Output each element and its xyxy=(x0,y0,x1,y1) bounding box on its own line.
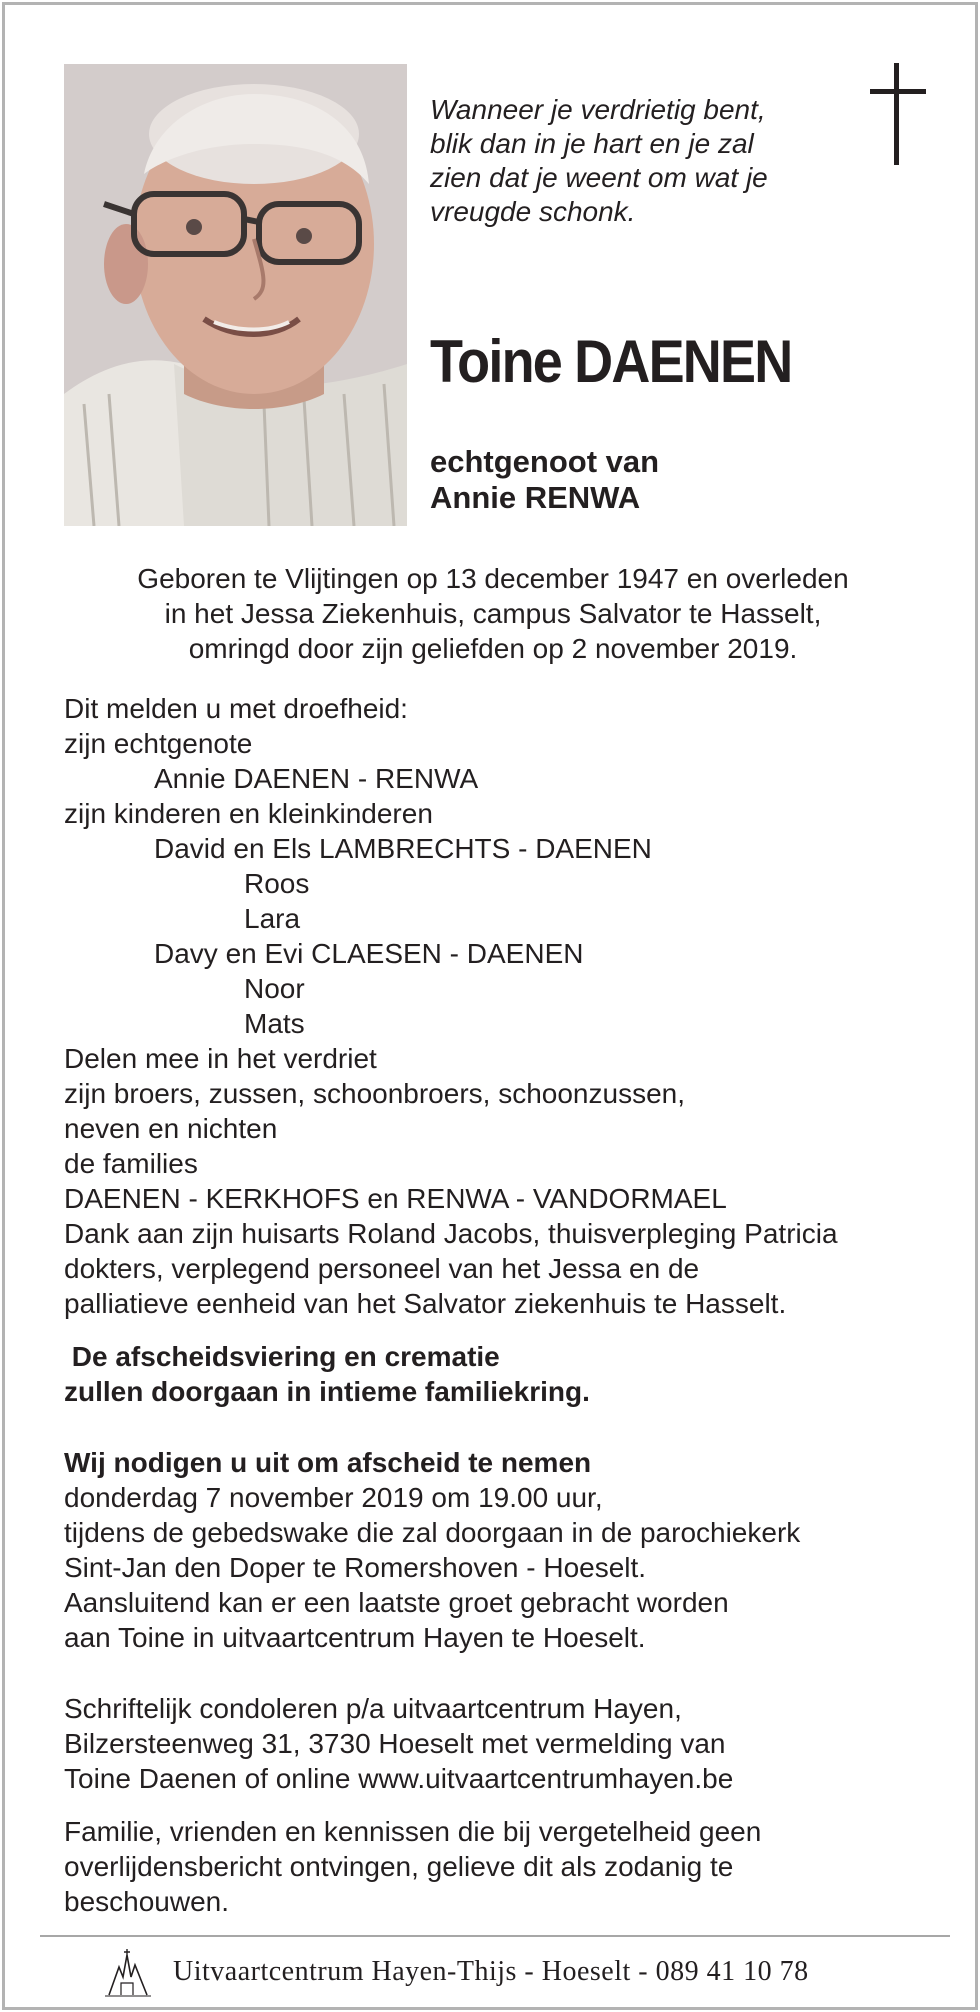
grandchild-name: Lara xyxy=(244,903,301,934)
funeral-home-contact: Uitvaartcentrum Hayen-Thijs - Hoeselt - 089 41 10 78 xyxy=(173,1956,809,1987)
announcement-body xyxy=(64,691,964,1919)
cross-icon xyxy=(870,63,926,165)
invitation-heading: Wij nodigen u uit om afscheid te nemen xyxy=(64,1447,592,1478)
birth-death-text: Geboren te Vlijtingen op 13 december 1947 en overleden in het Jessa Ziekenhuis, campus Salvator te Hasselt, omringd door zijn geliefden op 2 november 2019. xyxy=(137,563,849,664)
memorial-quote: Wanneer je verdrietig bent, blik dan in je hart en je zal zien dat je weent om wat je vreugde schonk. xyxy=(430,94,768,227)
obituary-card xyxy=(2,2,978,2010)
notice-line: overlijdensbericht ontvingen, gelieve dit als zodanig te xyxy=(64,1851,734,1882)
spacer xyxy=(64,1655,964,1691)
ceremony-line: zullen doorgaan in intieme familiekring. xyxy=(64,1376,590,1407)
child-name: David en Els LAMBRECHTS - DAENEN xyxy=(154,833,652,864)
families-label: de families xyxy=(64,1148,198,1179)
invitation-line: Aansluitend kan er een laatste groet gebracht worden xyxy=(64,1587,729,1618)
grandchild-name: Roos xyxy=(244,868,310,899)
deceased-name: Toine DAENEN xyxy=(430,328,792,395)
grandchild-name: Noor xyxy=(244,973,305,1004)
thanks-line: Dank aan zijn huisarts Roland Jacobs, thuisverpleging Patricia xyxy=(64,1218,838,1249)
spouse-line: echtgenoot van Annie RENWA xyxy=(430,444,660,515)
invitation-line: Sint-Jan den Doper te Romershoven - Hoeselt. xyxy=(64,1552,647,1583)
child-name: Davy en Evi CLAESEN - DAENEN xyxy=(154,938,584,969)
thanks-line: dokters, verplegend personeel van het Jessa en de xyxy=(64,1253,700,1284)
thanks-line: palliatieve eenheid van het Salvator ziekenhuis te Hasselt. xyxy=(64,1288,787,1319)
portrait-image xyxy=(64,64,407,526)
families-names: DAENEN - KERKHOFS en RENWA - VANDORMAEL xyxy=(64,1183,727,1214)
church-sketch-icon xyxy=(105,1947,151,1997)
footer-divider xyxy=(40,1935,950,1937)
condolence-line: Toine Daenen of online www.uitvaartcentrumhayen.be xyxy=(64,1763,734,1794)
spacer xyxy=(64,1409,964,1445)
invitation-line: tijdens de gebedswake die zal doorgaan in de parochiekerk xyxy=(64,1517,801,1548)
family-intro: Dit melden u met droefheid: xyxy=(64,693,408,724)
share-label: Delen mee in het verdriet xyxy=(64,1043,377,1074)
spouse-name: Annie DAENEN - RENWA xyxy=(154,763,479,794)
spacer xyxy=(64,1321,964,1339)
notice-line: Familie, vrienden en kennissen die bij vergetelheid geen xyxy=(64,1816,762,1847)
siblings-line: zijn broers, zussen, schoonbroers, schoonzussen, xyxy=(64,1078,685,1109)
invitation-line: aan Toine in uitvaartcentrum Hayen te Hoeselt. xyxy=(64,1622,646,1653)
grandchild-name: Mats xyxy=(244,1008,305,1039)
ceremony-line: De afscheidsviering en crematie xyxy=(64,1341,500,1372)
cousins-line: neven en nichten xyxy=(64,1113,278,1144)
condolence-line: Schriftelijk condoleren p/a uitvaartcentrum Hayen, xyxy=(64,1693,682,1724)
condolence-line: Bilzersteenweg 31, 3730 Hoeselt met vermelding van xyxy=(64,1728,726,1759)
notice-line: beschouwen. xyxy=(64,1886,230,1917)
children-label: zijn kinderen en kleinkinderen xyxy=(64,798,433,829)
portrait-photo xyxy=(64,64,407,526)
footer xyxy=(105,1947,905,1997)
invitation-line: donderdag 7 november 2019 om 19.00 uur, xyxy=(64,1482,603,1513)
spacer xyxy=(64,1796,964,1814)
spouse-label: zijn echtgenote xyxy=(64,728,253,759)
